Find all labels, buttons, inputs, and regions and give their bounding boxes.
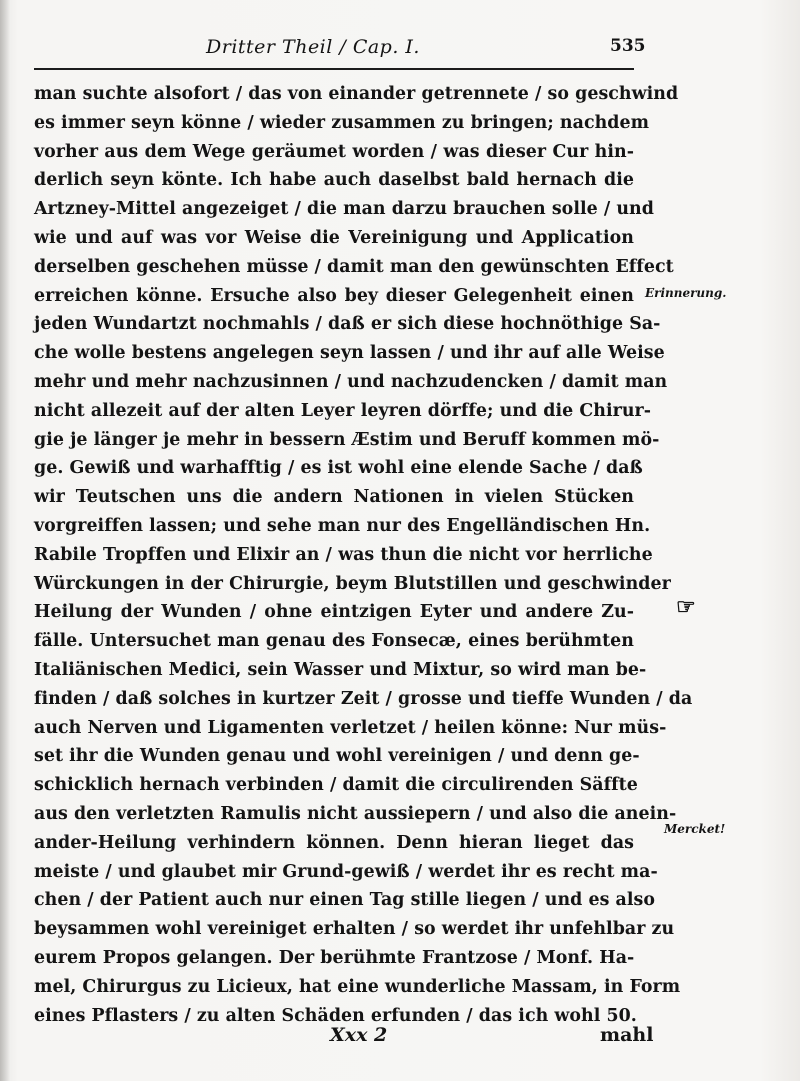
text-line: auch Nerven und Ligamenten verletzet / heilen könne: Nur müs- <box>34 717 667 738</box>
text-line: es immer seyn könne / wieder zusammen zu bringen; nachdem <box>34 112 650 133</box>
text-line: set ihr die Wunden genau und wohl vereinigen / und denn ge- <box>34 746 640 767</box>
manicule-icon: ☞ <box>676 594 696 620</box>
text-line: nicht allezeit auf der alten Leyer leyren dörffe; und die Chirur- <box>34 400 652 421</box>
text-line: derlich seyn könte. Ich habe auch daselbst bald hernach die <box>34 170 634 191</box>
page-number: 535 <box>610 36 646 56</box>
text-line: eurem Propos gelangen. Der berühmte Frantzose / Monf. Ha- <box>34 947 635 968</box>
text-line: Artzney-Mittel angezeiget / die man darzu brauchen solle / und <box>34 199 654 220</box>
margin-note-erinnerung: Erinnerung. <box>645 286 727 300</box>
page-footer <box>34 1022 654 1054</box>
text-line: gie je länger je mehr in bessern Æstim und Beruff kommen mö- <box>34 429 660 450</box>
text-line: chen / der Patient auch nur einen Tag stille liegen / und es also <box>34 890 655 911</box>
text-line: schicklich hernach verbinden / damit die circulirenden Säffte <box>34 775 638 796</box>
text-line: ge. Gewiß und warhafftig / es ist wohl eine elende Sache / daß <box>34 458 643 479</box>
text-line: derselben geschehen müsse / damit man den gewünschten Effect <box>34 256 674 277</box>
text-line: fälle. Untersuchet man genau des Fonsecæ, eines berühmten <box>34 631 634 652</box>
text-line: Heilung der Wunden / ohne eintzigen Eyter und andere Zu- <box>34 602 634 623</box>
text-line: aus den verletzten Ramulis nicht aussiepern / und also die anein- <box>34 803 677 824</box>
text-line: wir Teutschen uns die andern Nationen in vielen Stücken <box>34 487 634 508</box>
text-line: Würckungen in der Chirurgie, beym Blutstillen und geschwinder <box>34 573 671 594</box>
text-line: Italiänischen Medici, sein Wasser und Mixtur, so wird man be- <box>34 659 647 680</box>
text-line: beysammen wohl vereiniget erhalten / so werdet ihr unfehlbar zu <box>34 919 675 940</box>
text-line: vorher aus dem Wege geräumet worden / was dieser Cur hin- <box>34 141 634 162</box>
signature-mark: Xxx 2 <box>330 1024 388 1046</box>
text-line: ander-Heilung verhindern können. Denn hieran lieget das <box>34 832 634 853</box>
page-header <box>34 30 646 70</box>
margin-note-mercket: Mercket! <box>664 822 726 836</box>
gutter-shadow <box>0 0 10 1081</box>
catchword: mahl <box>600 1024 654 1046</box>
text-line: mehr und mehr nachzusinnen / und nachzudencken / damit man <box>34 371 668 392</box>
text-line: mel, Chirurgus zu Licieux, hat eine wunderliche Massam, in Form <box>34 976 681 997</box>
text-line: jeden Wundartzt nochmahls / daß er sich diese hochnöthige Sa- <box>34 314 661 335</box>
text-line: finden / daß solches in kurtzer Zeit / grosse und tieffe Wunden / da <box>34 688 693 709</box>
text-line: erreichen könne. Ersuche also bey dieser Gelegenheit einen <box>34 285 634 306</box>
header-rule <box>34 68 634 70</box>
text-line: vorgreiffen lassen; und sehe man nur des Engelländischen Hn. <box>34 515 651 536</box>
text-line: che wolle bestens angelegen seyn lassen / und ihr auf alle Weise <box>34 343 665 364</box>
text-line: man suchte alsofort / das von einander getrennete / so geschwind <box>34 84 679 104</box>
text-line: eines Pflasters / zu alten Schäden erfunden / das ich wohl 50. <box>34 1005 637 1026</box>
text-line: Rabile Tropffen und Elixir an / was thun die nicht vor herrliche <box>34 544 653 565</box>
text-line: wie und auf was vor Weise die Vereinigung und Application <box>34 227 634 248</box>
text-line: meiste / und glaubet mir Grund-gewiß / werdet ihr es recht ma- <box>34 861 658 882</box>
running-head: Dritter Theil / Cap. I. <box>206 36 420 58</box>
